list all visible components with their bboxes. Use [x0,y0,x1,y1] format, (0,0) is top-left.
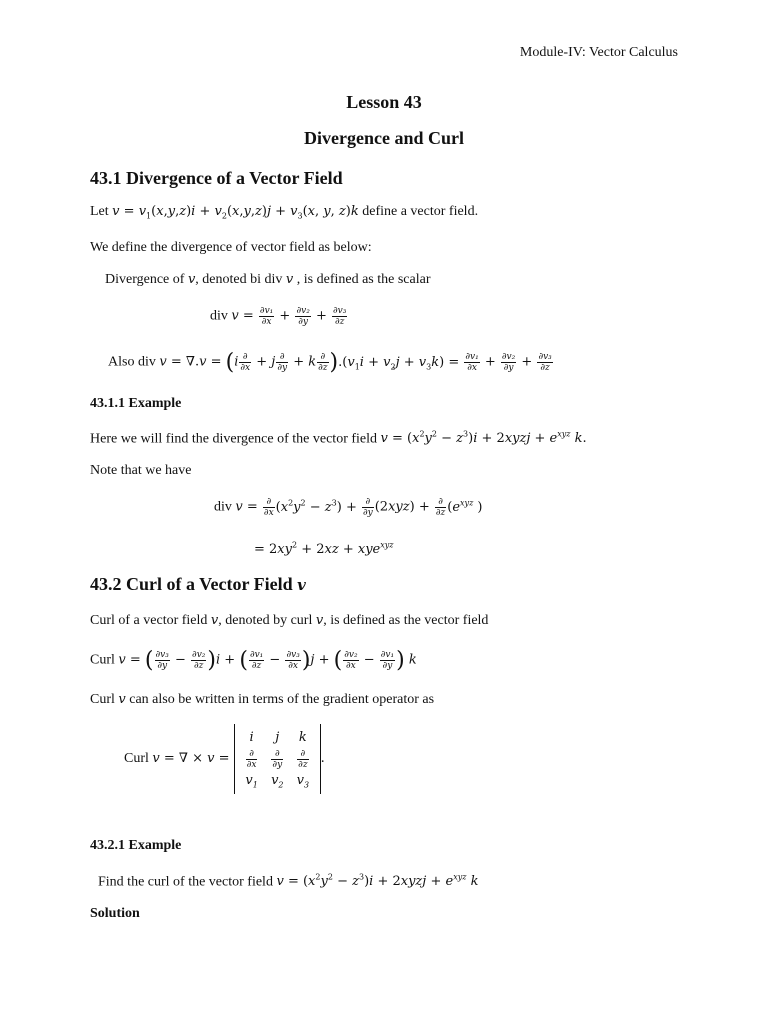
solution-label: Solution [90,906,140,921]
example-4311-statement: Here we will find the divergence of the vector field $v = (x^2y^2 - z^3)i$ + 2xyzj + $e^{xyz}$ k. [90,430,587,447]
section-heading-curl: 43.2 Curl of a Vector Field v [90,574,306,594]
divergence-example-step1: div v = $\frac{\partial}{\partial x}$ $(x^2y^2 - z^3)$ + $\frac{\partial}{\partial y}$ (2xyz) + $\frac{\partial}{\partial z}$ ($e^{xyz}$ ) [214,497,483,518]
curl-determinant-formula: Curl v = ∇ × v = i j k $\frac{\partial}{\partial x}$ $\frac{\partial}{\partial y}$ $\frac{\partial}{\partial z}$ $v_1$ $v_2$ $v_3$ . [124,724,325,794]
curl-formula: Curl v = ( $\frac{\text{∂v₃}}{\partial y}$ − $\frac{\text{∂v₂}}{\partial z}$ )i + ( $\frac{\text{∂v₁}}{\partial z}$ − $\frac{\text{∂v₃}}{\partial x}$ )j + ( $\frac{\text{∂v₂}}{\partial x}$ − $\frac{\text{∂v₁}}{\partial y}$ ) k [90,648,417,673]
curl-gradient-text: Curl v can also be written in terms of the gradient operator as [90,692,435,707]
divergence-nabla-formula: Also div v = ∇.v = (i $\frac{\partial}{\partial x}$ + j $\frac{\partial}{\partial y}$ + k $\frac{\partial}{\partial z}$ )$.(v_1i + v_2j + v_3k)$ = $\frac{\text{∂v₁}}{\partial x}$ + $\frac{\text{∂v₂}}{\partial y}$ + $\frac{\text{∂v₃}}{\partial z}$ [108,350,552,375]
determinant-matrix: i j k $\frac{\partial}{\partial x}$ $\frac{\partial}{\partial y}$ $\frac{\partial}{\partial z}$ $v_1$ $v_2$ $v_3$ [234,724,321,794]
divergence-example-result: = $2xy^2 + 2xz + xye^{xyz}$ [254,541,394,558]
running-header: Module-IV: Vector Calculus [519,45,678,60]
divergence-definition-text: Divergence of v, denoted bi div v , is defined as the scalar [105,272,431,287]
vector-field-definition: Let $v = v_1(x,y,z)i + v_2(x,y,z)j + v_3(x$, y, z)k define a vector field. [90,204,479,221]
divergence-formula: div v = $\frac{\text{∂v₁}}{\partial x}$ + $\frac{\text{∂v₂}}{\partial y}$ + $\frac{\text{∂v₃}}{\partial z}$ [210,306,347,327]
section-heading-divergence: 43.1 Divergence of a Vector Field [90,168,343,188]
lesson-subtitle: Divergence and Curl [304,128,464,148]
example-heading-4321: 43.2.1 Example [90,838,182,853]
lesson-title: Lesson 43 [346,92,422,112]
example-heading-4311: 43.1.1 Example [90,396,182,411]
example-4321-statement: Find the curl of the vector field $v = (x^2y^2 - z^3)i$ + 2xyzj + $e^{xyz}$ k [98,873,479,890]
note-line: Note that we have [90,463,192,478]
define-divergence-line: We define the divergence of vector field as below: [90,240,372,255]
curl-definition-text: Curl of a vector field v, denoted by curl v, is defined as the vector field [90,613,489,628]
